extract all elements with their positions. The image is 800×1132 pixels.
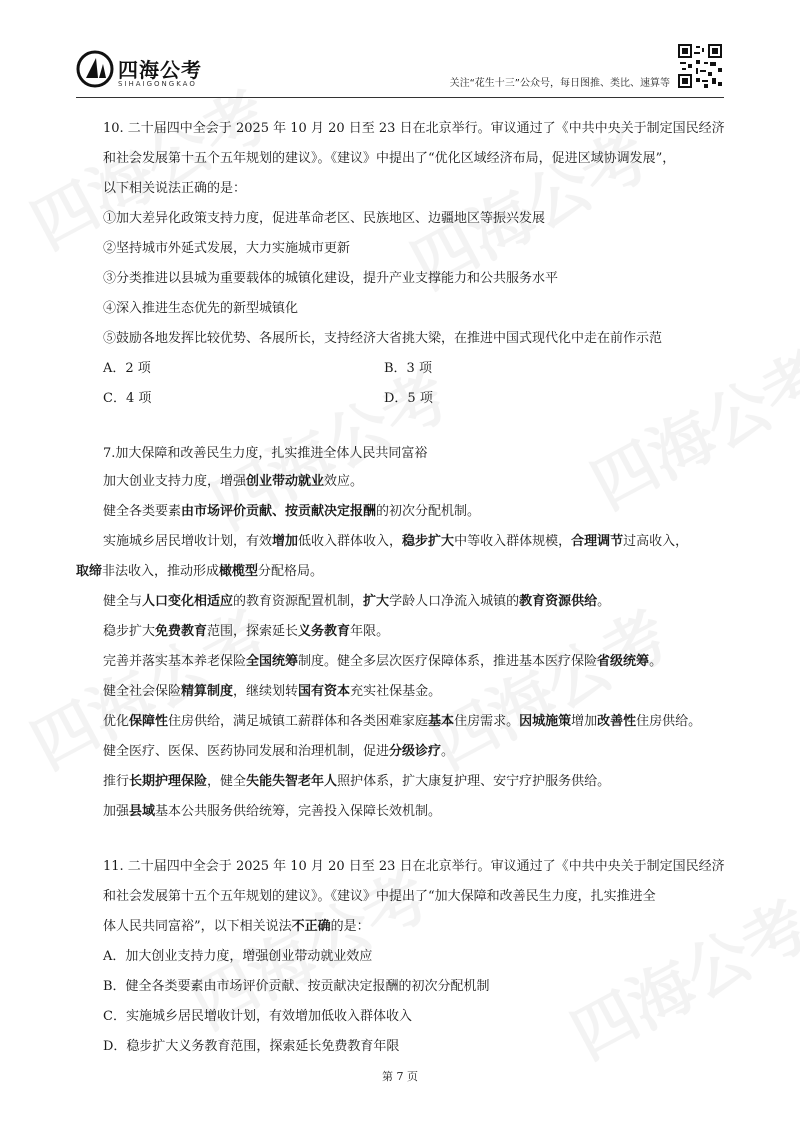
emphasized-text: 保障性 [129,714,169,729]
emphasized-text: 因城施策 [519,714,572,729]
text-segment: 加强 [103,804,130,819]
option-a: A．加大创业支持力度，增强创业带动就业效应 [103,949,373,964]
text-segment: 。 [649,654,663,669]
emphasized-text: 创业带动就业 [246,474,325,489]
text-segment: 学龄人口净流入城镇的 [389,594,520,609]
emphasized-text: 由市场评价贡献、按贡献决定报酬 [181,504,377,519]
text-segment: 增加 [571,714,598,729]
emphasized-text: 失能失智老年人 [246,774,338,789]
text-segment: 低收入群体收入， [298,534,403,549]
emphasized-text: 县域 [129,804,156,819]
text-segment: 基本公共服务供给统筹，完善投入保障长效机制。 [155,804,442,819]
text-segment: 。 [441,744,455,759]
emphasized-text: 橄榄型 [219,564,259,579]
logo-subtitle: SIHAIGONGKAO [118,80,197,88]
emphasized-text: 扩大 [363,594,390,609]
page-number: 第 7 页 [382,1070,418,1083]
text-segment: 照护体系，扩大康复护理、安宁疗护服务供给。 [337,774,611,789]
emphasized-text: 免费教育 [155,624,208,639]
watermark [573,325,800,526]
emphasized-text: 取缔 [76,564,103,579]
question-11-stem-line [103,885,656,904]
notes-line [103,770,610,789]
text-segment: 住房需求。 [454,714,520,729]
text-segment: 年限。 [350,624,390,639]
emphasized-text: 增加 [272,534,299,549]
emphasized-text: 省级统筹 [597,654,650,669]
text-segment: 充实社保基金。 [350,684,442,699]
question-10-stem-line: 以下相关说法正确的是： [103,181,247,196]
statement-1: ①加大差异化政策支持力度，促进革命老区、民族地区、边疆地区等振兴发展 [103,211,546,226]
watermark [553,875,800,1076]
text-segment: 的教育资源配置机制， [233,594,364,609]
notes-line [103,650,662,669]
question-10-stem-line: 和社会发展第十五个五年规划的建议》。《建议》中提出了“优化区域经济布局，促进区域协调发展”， [103,151,676,166]
option-d: D．5 项 [384,391,433,406]
emphasized-text: 改善性 [597,714,637,729]
text-segment: 分配格局。 [258,564,324,579]
text-segment: 效应。 [324,474,364,489]
notes-line [103,470,363,489]
statement-5: ⑤鼓励各地发挥比较优势、各展所长，支持经济大省挑大梁，在推进中国式现代化中走在前作示范 [103,331,663,346]
text-segment: 实施城乡居民增收计划，有效 [103,534,273,549]
text-segment: 11. 二十届四中全会于 2025 年 10 月 20 日至 23 日在北京举行。审议通过了《中共中央关于制定国民经济 [103,859,725,874]
logo-icon [76,50,114,88]
emphasized-text: 长期护理保险 [129,774,208,789]
header-divider [76,97,724,98]
text-segment: 范围，探索延长 [207,624,299,639]
text-segment: 非法收入，推动形成 [102,564,220,579]
text-segment: 住房供给。 [636,714,702,729]
text-segment: 健全各类要素 [103,504,182,519]
text-segment: 健全社会保险 [103,684,182,699]
statement-3: ③分类推进以县城为重要载体的城镇化建设，提升产业支撑能力和公共服务水平 [103,271,559,286]
option-b: B．健全各类要素由市场评价贡献、按贡献决定报酬的初次分配机制 [103,979,490,994]
qr-code-icon [678,44,722,88]
text-segment: 的是： [330,919,370,934]
notes-line [103,710,701,729]
text-segment: 住房供给，满足城镇工薪群体和各类困难家庭 [168,714,429,729]
notes-line [76,560,323,579]
text-segment: ，健全 [207,774,247,789]
notes-line [103,620,389,639]
emphasized-text: 分级诊疗 [389,744,442,759]
header-note: 关注“花生十三”公众号，每日图推、类比、速算等 [449,78,670,89]
notes-line [103,530,688,549]
text-segment: 完善并落实基本养老保险 [103,654,247,669]
text-segment: 中等收入群体规模， [454,534,572,549]
text-segment: 体人民共同富裕”，以下相关说法 [103,919,292,934]
notes-line [103,800,441,819]
emphasized-text: 教育资源供给 [519,594,598,609]
text-segment: 推行 [103,774,130,789]
option-a: A．2 项 [103,361,151,376]
text-segment: 和社会发展第十五个五年规划的建议》。《建议》中提出了“加大保障和改善民生力度，扎实推进全 [103,889,656,904]
notes-line [103,740,454,759]
notes-title: 7.加大保障和改善民生力度，扎实推进全体人民共同富裕 [103,446,428,461]
question-11-stem-line [103,855,725,874]
emphasized-text: 不正确 [291,919,331,934]
notes-line [103,590,610,609]
emphasized-text: 义务教育 [298,624,351,639]
notes-line [103,680,441,699]
logo-text: 四海公考 [118,58,202,82]
emphasized-text: 精算制度 [181,684,234,699]
emphasized-text: 人口变化相适应 [142,594,234,609]
text-segment: 制度。健全多层次医疗保障体系，推进基本医疗保险 [298,654,598,669]
emphasized-text: 合理调节 [571,534,624,549]
question-10-stem-line: 10. 二十届四中全会于 2025 年 10 月 20 日至 23 日在北京举行。审议通过了《中共中央关于制定国民经济 [103,121,725,136]
text-segment: 的初次分配机制。 [376,504,481,519]
notes-line [103,500,480,519]
option-c: C．4 项 [103,391,152,406]
emphasized-text: 基本 [428,714,455,729]
text-segment: 。 [597,594,611,609]
emphasized-text: 国有资本 [298,684,351,699]
text-segment: 过高收入， [623,534,689,549]
statement-4: ④深入推进生态优先的新型城镇化 [103,301,299,316]
text-segment: 优化 [103,714,130,729]
emphasized-text: 全国统筹 [246,654,299,669]
text-segment: 加大创业支持力度，增强 [103,474,247,489]
text-segment: 健全医疗、医保、医药协同发展和治理机制，促进 [103,744,390,759]
question-11-stem-line [103,915,370,934]
text-segment: ，继续划转 [233,684,299,699]
option-c: C．实施城乡居民增收计划，有效增加低收入群体收入 [103,1009,412,1024]
text-segment: 稳步扩大 [103,624,156,639]
option-d: D．稳步扩大义务教育范围，探索延长免费教育年限 [103,1039,400,1054]
option-b: B．3 项 [384,361,432,376]
emphasized-text: 稳步扩大 [402,534,455,549]
statement-2: ②坚持城市外延式发展，大力实施城市更新 [103,241,351,256]
text-segment: 健全与 [103,594,143,609]
